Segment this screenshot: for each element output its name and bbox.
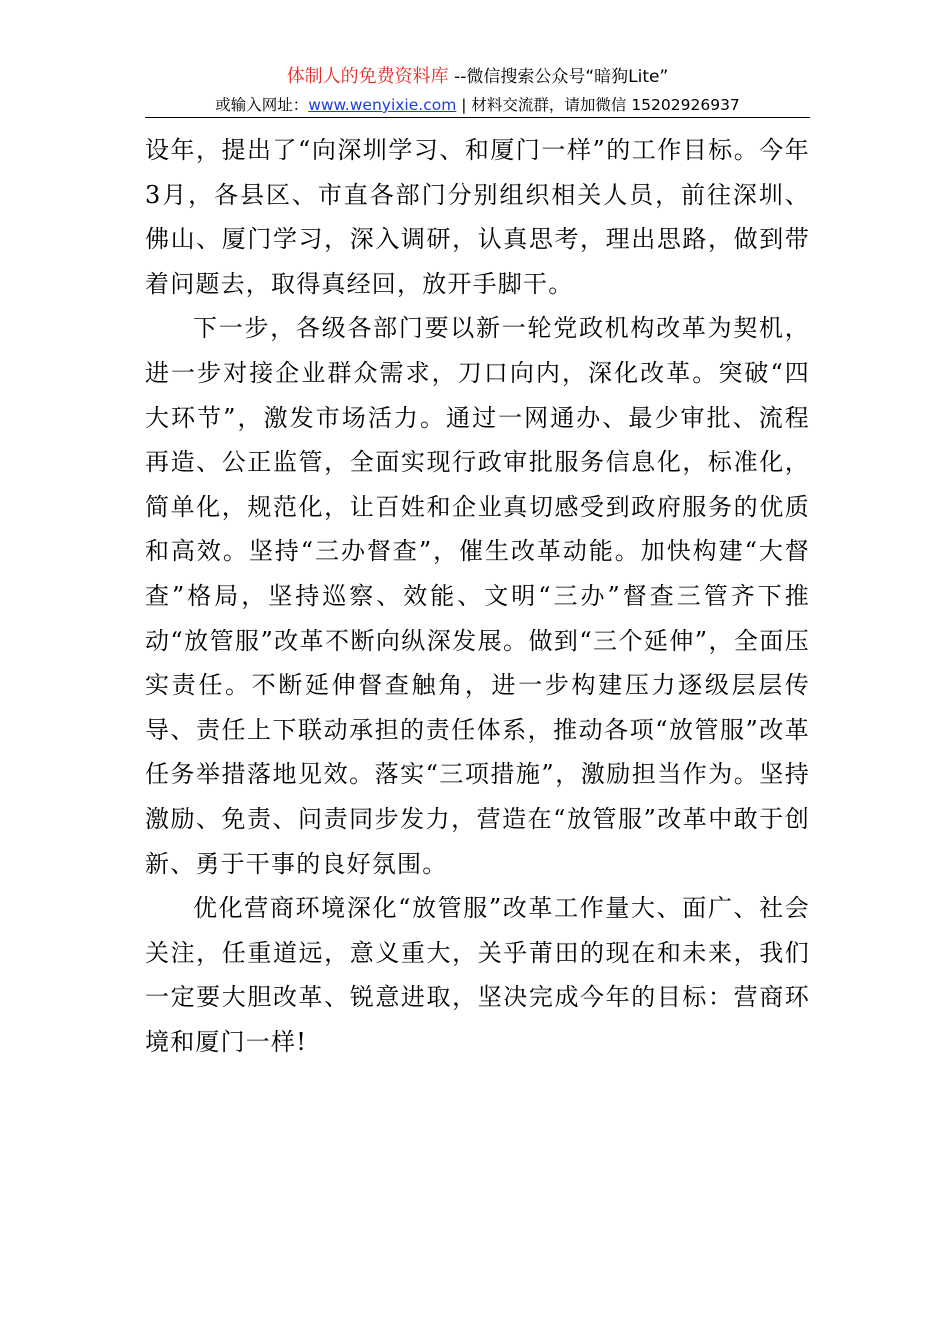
paragraph-continuation: 设年，提出了“向深圳学习、和厦门一样”的工作目标。今年3月，各县区、市直各部门分别组织相关人员，前往深圳、佛山、厦门学习，深入调研，认真思考，理出思路，做到带着问题去，取得真经回，放开手脚干。 [145, 136, 810, 298]
paragraph-conclusion: 优化营商环境深化“放管服”改革工作量大、面广、社会关注，任重道远，意义重大，关乎莆田的现在和未来，我们一定要大胆改革、锐意进取，坚决完成今年的目标：营商环境和厦门一样! [145, 894, 810, 1056]
header-brand: 体制人的免费资料库 [286, 66, 449, 87]
paragraph-next-steps: 下一步，各级各部门要以新一轮党政机构改革为契机，进一步对接企业群众需求，刀口向内，深化改革。突破“四大环节”，激发市场活力。通过一网通办、最少审批、流程再造、公正监管，全面实现行政审批服务信息化，标准化，简单化，规范化，让百姓和企业真切感受到政府服务的优质和高效。坚持“三办督查”，催生改革动能。加快构建“大督查”格局，坚持巡察、效能、文明“三办”督查三管齐下推动“放管服”改革不断向纵深发展。做到“三个延伸”，全面压实责任。不断延伸督查触角，进一步构建压力逐级层层传导、责任上下联动承担的责任体系，推动各项“放管服”改革任务举措落地见效。落实“三项措施”，激励担当作为。坚持激励、免责、问责同步发力，营造在“放管服”改革中敢于创新、勇于干事的良好氛围。 [145, 314, 810, 878]
header-divider [145, 117, 810, 118]
header-website-link[interactable]: www.wenyixie.com [308, 96, 457, 114]
document-body [145, 128, 810, 1064]
document-header [145, 62, 810, 118]
header-promo-line [145, 62, 810, 92]
header-tagline: --微信搜索公众号“暗狗Lite” [448, 67, 669, 87]
header-url-prefix: 或输入网址： [215, 96, 309, 114]
header-contact-line [145, 92, 810, 118]
header-contact: | 材料交流群，请加微信 15202926937 [456, 96, 740, 114]
